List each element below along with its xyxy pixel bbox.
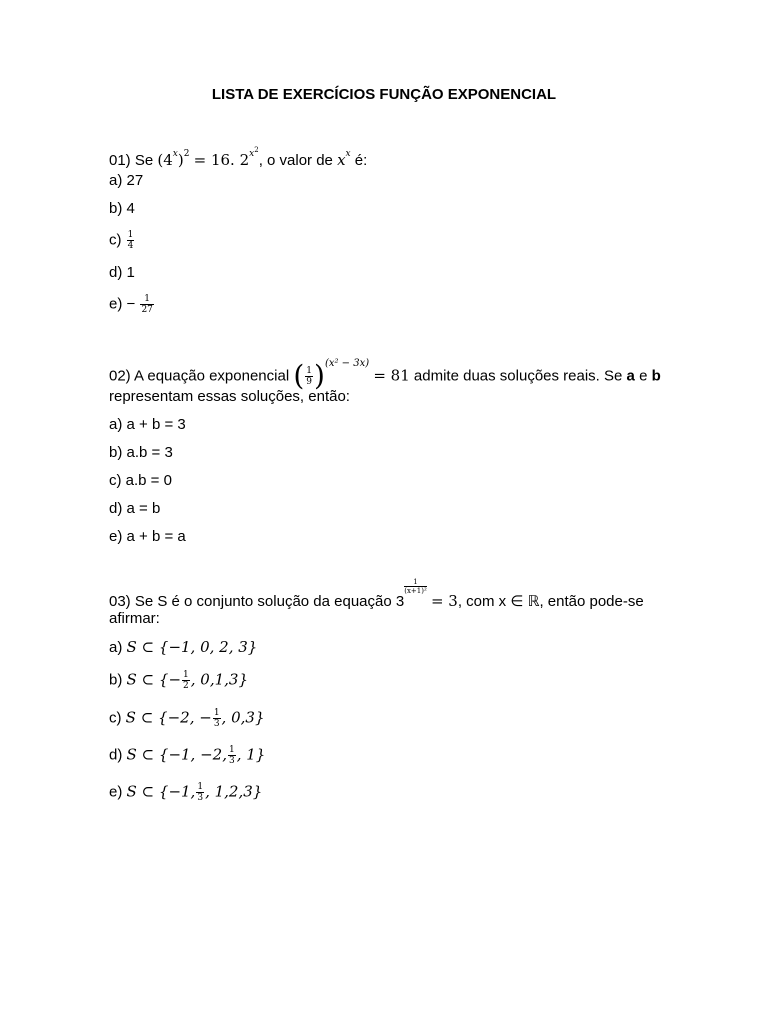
question-1-statement [109, 144, 367, 170]
q2-option-a: a) a + b = 3 [109, 416, 186, 433]
q1-xx: $x^x$ [337, 149, 351, 169]
q1-prefix: 01) Se [109, 152, 154, 169]
q2-equals: = 81 [373, 366, 410, 385]
q2-option-d: d) a = b [109, 500, 161, 517]
q2-line-2: representam essas soluções, então: [109, 388, 350, 405]
question-2-statement [109, 358, 661, 393]
q3-suffix: , com x ∈ ℝ, então pode-se [457, 593, 644, 610]
fraction: $\frac{1}{4}$ [127, 230, 134, 251]
q1-option-b: b) 4 [109, 200, 135, 217]
q1-rhs: = 16. $2^{x^2}$ [193, 146, 259, 169]
q3-option-b: b) S ⊂ {− $\frac{1}{2}$ , 0,1,3} [109, 670, 248, 691]
q3-option-d: d) S ⊂ {−1, −2, $\frac{1}{3}$ , 1} [109, 745, 266, 766]
q3-exponent: $\frac{1}{\text{(x+1)²}}$ [404, 578, 427, 595]
q1-mid: , o valor de [258, 152, 333, 169]
q2-option-e: e) a + b = a [109, 528, 186, 545]
q2-var-a: a [626, 367, 635, 385]
q3-equals: = 3 [430, 592, 458, 610]
set-expression: S ⊂ {−1, 0, 2, 3} [126, 638, 258, 656]
q2-var-b: b [651, 367, 661, 385]
q2-exponent: (x² − 3x) [324, 358, 370, 370]
q1-suffix: é: [354, 152, 368, 169]
q2-base: ( $\frac{1}{9}$ ) [293, 359, 325, 393]
q1-option-c: c) $\frac{1}{4}$ [109, 230, 134, 251]
question-3-statement [109, 578, 644, 611]
q1-option-e: e) − $\frac{1}{27}$ [109, 294, 153, 315]
q3-option-e: e) S ⊂ {−1, $\frac{1}{3}$ , 1,2,3} [109, 782, 263, 803]
q3-prefix: 03) Se S é o conjunto solução da equação 3 [109, 593, 405, 610]
fraction: $\frac{1}{27}$ [141, 294, 153, 315]
q2-text: admite duas soluções reais. Se [413, 367, 623, 385]
q2-and: e [639, 367, 648, 385]
q1-option-d: d) 1 [109, 264, 135, 281]
q3-option-a: a) S ⊂ {−1, 0, 2, 3} [109, 638, 258, 656]
q2-option-b: b) a.b = 3 [109, 444, 173, 461]
q1-option-a: a) 27 [109, 172, 144, 189]
q3-option-c: c) S ⊂ {−2, − $\frac{1}{3}$ , 0,3} [109, 708, 265, 729]
q1-lhs: $(4^x)^2$ [157, 149, 190, 169]
q2-option-c: c) a.b = 0 [109, 472, 172, 489]
q2-prefix: 02) A equação exponencial [109, 367, 290, 385]
page-title: LISTA DE EXERCÍCIOS FUNÇÃO EXPONENCIAL [211, 86, 557, 103]
q3-line-2: afirmar: [109, 610, 160, 627]
